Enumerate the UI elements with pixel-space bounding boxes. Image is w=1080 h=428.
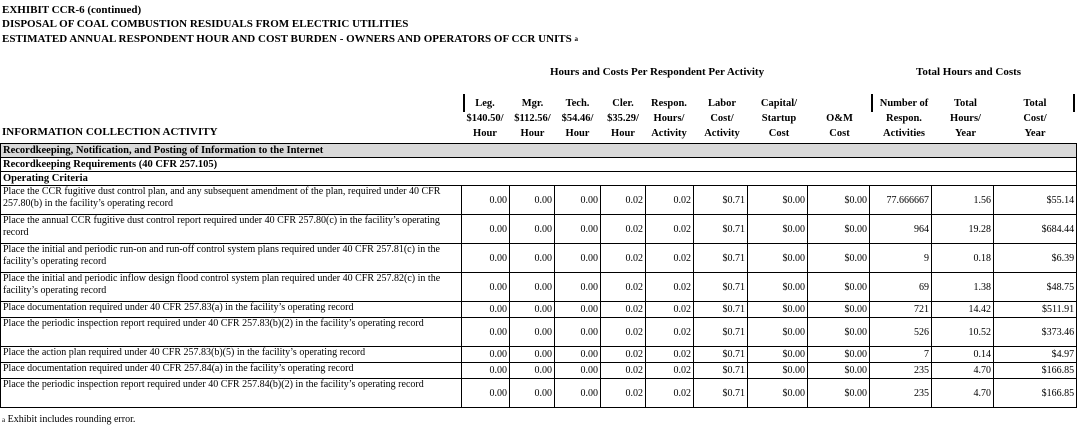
col-head-line: Year <box>1024 128 1046 139</box>
leg-cell: 0.00 <box>462 302 510 318</box>
activity-cell: Place the initial and periodic run-on and run-off control system plans required under 40 CFR 257.81(c) in the facility’s operating record <box>1 244 462 273</box>
cler-cell: 0.02 <box>601 186 646 215</box>
hours-cell: 0.18 <box>932 244 994 273</box>
col-head-line: Cost <box>768 128 790 139</box>
mgr-cell: 0.00 <box>510 244 555 273</box>
number-cell: 77.666667 <box>870 186 932 215</box>
col-head-total-hours <box>938 96 993 141</box>
col-head-leg <box>465 96 505 141</box>
om-cell: $0.00 <box>808 215 870 244</box>
tech-cell: 0.00 <box>555 273 601 302</box>
tech-cell: 0.00 <box>555 215 601 244</box>
totals-group-heading: Total Hours and Costs <box>916 66 1022 78</box>
mgr-cell: 0.00 <box>510 318 555 347</box>
col-head-line: Activity <box>704 128 740 139</box>
number-cell: 964 <box>870 215 932 244</box>
activity-cell: Place documentation required under 40 CFR 257.83(a) in the facility’s operating record <box>1 302 462 318</box>
labor-cell: $0.71 <box>694 347 748 363</box>
col-head-line: Mgr. <box>521 98 544 109</box>
cost-cell: $166.85 <box>994 363 1077 379</box>
respon-cell: 0.02 <box>646 244 694 273</box>
col-head-line: Total <box>954 98 977 109</box>
leg-cell: 0.00 <box>462 347 510 363</box>
col-head-line: Number of <box>879 98 929 109</box>
hours-cell: 1.56 <box>932 186 994 215</box>
hours-cell: 10.52 <box>932 318 994 347</box>
mgr-cell: 0.00 <box>510 347 555 363</box>
respon-cell: 0.02 <box>646 215 694 244</box>
mgr-cell: 0.00 <box>510 363 555 379</box>
table-row <box>1 186 1077 215</box>
exhibit-title: DISPOSAL OF COAL COMBUSTION RESIDUALS FROM ELECTRIC UTILITIES <box>2 18 409 30</box>
table-row <box>1 379 1077 408</box>
capital-cell: $0.00 <box>748 244 808 273</box>
footnote-mark: a <box>2 416 6 424</box>
mgr-cell: 0.00 <box>510 273 555 302</box>
labor-cell: $0.71 <box>694 318 748 347</box>
mgr-cell: 0.00 <box>510 302 555 318</box>
cost-cell: $55.14 <box>994 186 1077 215</box>
om-cell: $0.00 <box>808 302 870 318</box>
col-head-number <box>873 96 935 141</box>
capital-cell: $0.00 <box>748 379 808 408</box>
footnote <box>2 414 135 426</box>
activity-cell: Place the annual CCR fugitive dust control report required under 40 CFR 257.80(c) in the facility’s operating record <box>1 215 462 244</box>
col-head-mgr <box>510 96 555 141</box>
cost-cell: $373.46 <box>994 318 1077 347</box>
col-head-line: Labor <box>707 98 736 109</box>
col-head-line: $140.50/ <box>466 113 504 124</box>
labor-cell: $0.71 <box>694 363 748 379</box>
cost-cell: $48.75 <box>994 273 1077 302</box>
col-head-line: Activities <box>883 128 925 139</box>
leg-cell: 0.00 <box>462 318 510 347</box>
col-head-line: Leg. <box>475 98 495 109</box>
col-head-line: Hour <box>611 128 635 139</box>
col-head-line: Hour <box>473 128 497 139</box>
col-head-line: Hours/ <box>950 113 981 124</box>
col-head-om <box>812 111 867 141</box>
col-head-respon <box>647 96 691 141</box>
col-head-tech <box>555 96 600 141</box>
cler-cell: 0.02 <box>601 244 646 273</box>
tech-cell: 0.00 <box>555 244 601 273</box>
table-row <box>1 215 1077 244</box>
labor-cell: $0.71 <box>694 215 748 244</box>
labor-cell: $0.71 <box>694 186 748 215</box>
mgr-cell: 0.00 <box>510 379 555 408</box>
respon-cell: 0.02 <box>646 347 694 363</box>
cler-cell: 0.02 <box>601 379 646 408</box>
col-head-line: $112.56/ <box>514 113 551 124</box>
leg-cell: 0.00 <box>462 186 510 215</box>
exhibit-subtitle <box>2 32 578 46</box>
hours-cell: 1.38 <box>932 273 994 302</box>
om-cell: $0.00 <box>808 244 870 273</box>
tech-cell: 0.00 <box>555 379 601 408</box>
activity-cell: Place the action plan required under 40 CFR 257.83(b)(5) in the facility’s operating record <box>1 347 462 363</box>
number-cell: 69 <box>870 273 932 302</box>
subtitle-footnote-mark: a <box>574 35 578 43</box>
footnote-text: Exhibit includes rounding error. <box>7 414 136 425</box>
cler-cell: 0.02 <box>601 318 646 347</box>
cost-cell: $166.85 <box>994 379 1077 408</box>
hours-cell: 19.28 <box>932 215 994 244</box>
number-cell: 7 <box>870 347 932 363</box>
labor-cell: $0.71 <box>694 244 748 273</box>
col-head-line: Cost/ <box>1023 113 1047 124</box>
hours-cell: 14.42 <box>932 302 994 318</box>
cler-cell: 0.02 <box>601 302 646 318</box>
tech-cell: 0.00 <box>555 318 601 347</box>
mgr-cell: 0.00 <box>510 215 555 244</box>
respon-cell: 0.02 <box>646 363 694 379</box>
number-cell: 235 <box>870 379 932 408</box>
section-heading: Recordkeeping, Notification, and Posting of Information to the Internet <box>1 144 1077 158</box>
col-head-labor <box>697 96 747 141</box>
col-head-line: Capital/ <box>760 98 798 109</box>
table-row <box>1 363 1077 379</box>
respon-cell: 0.02 <box>646 186 694 215</box>
table-row <box>1 318 1077 347</box>
number-cell: 721 <box>870 302 932 318</box>
om-cell: $0.00 <box>808 379 870 408</box>
hours-cell: 4.70 <box>932 363 994 379</box>
col-head-line: Cler. <box>612 98 634 109</box>
per-activity-group-heading: Hours and Costs Per Respondent Per Activity <box>550 66 765 78</box>
category-heading: Operating Criteria <box>1 172 1077 186</box>
col-head-line: Cost <box>829 128 850 139</box>
subsection-heading: Recordkeeping Requirements (40 CFR 257.105) <box>1 158 1077 172</box>
respon-cell: 0.02 <box>646 273 694 302</box>
capital-cell: $0.00 <box>748 215 808 244</box>
cler-cell: 0.02 <box>601 215 646 244</box>
activity-cell: Place the initial and periodic inflow design flood control system plan required under 40 CFR 257.82(c) in the facility’s operating record <box>1 273 462 302</box>
tech-cell: 0.00 <box>555 347 601 363</box>
cler-cell: 0.02 <box>601 363 646 379</box>
capital-cell: $0.00 <box>748 273 808 302</box>
labor-cell: $0.71 <box>694 302 748 318</box>
capital-cell: $0.00 <box>748 347 808 363</box>
col-head-line: Hour <box>565 128 590 139</box>
cler-cell: 0.02 <box>601 347 646 363</box>
leg-cell: 0.00 <box>462 379 510 408</box>
hours-cell: 4.70 <box>932 379 994 408</box>
capital-cell: $0.00 <box>748 302 808 318</box>
col-head-line: O&M <box>826 113 853 124</box>
col-head-line: Year <box>955 128 976 139</box>
col-head-line: Cost/ <box>710 113 734 124</box>
respon-cell: 0.02 <box>646 318 694 347</box>
col-head-line: Respon. <box>651 98 687 109</box>
col-head-line: Total <box>1023 98 1047 109</box>
number-cell: 235 <box>870 363 932 379</box>
labor-cell: $0.71 <box>694 273 748 302</box>
burden-table <box>0 143 1077 408</box>
col-head-cler <box>601 96 645 141</box>
exhibit-label: EXHIBIT CCR-6 (continued) <box>2 4 142 16</box>
table-row <box>1 273 1077 302</box>
capital-cell: $0.00 <box>748 363 808 379</box>
col-head-line: Hour <box>520 128 545 139</box>
leg-cell: 0.00 <box>462 244 510 273</box>
cost-cell: $4.97 <box>994 347 1077 363</box>
cost-cell: $6.39 <box>994 244 1077 273</box>
om-cell: $0.00 <box>808 363 870 379</box>
activity-column-heading: INFORMATION COLLECTION ACTIVITY <box>2 126 218 138</box>
col-head-line: Hours/ <box>653 113 685 124</box>
activity-cell: Place the periodic inspection report required under 40 CFR 257.84(b)(2) in the facility’s operating record <box>1 379 462 408</box>
cler-cell: 0.02 <box>601 273 646 302</box>
header-bracket-right <box>1073 94 1075 112</box>
table-row <box>1 302 1077 318</box>
table-row <box>1 244 1077 273</box>
cost-cell: $684.44 <box>994 215 1077 244</box>
table-row <box>1 347 1077 363</box>
activity-cell: Place documentation required under 40 CFR 257.84(a) in the facility’s operating record <box>1 363 462 379</box>
labor-cell: $0.71 <box>694 379 748 408</box>
om-cell: $0.00 <box>808 186 870 215</box>
col-head-total-cost <box>1005 96 1065 141</box>
number-cell: 526 <box>870 318 932 347</box>
hours-cell: 0.14 <box>932 347 994 363</box>
tech-cell: 0.00 <box>555 363 601 379</box>
tech-cell: 0.00 <box>555 302 601 318</box>
cost-cell: $511.91 <box>994 302 1077 318</box>
om-cell: $0.00 <box>808 273 870 302</box>
leg-cell: 0.00 <box>462 273 510 302</box>
om-cell: $0.00 <box>808 318 870 347</box>
col-head-line: Tech. <box>565 98 590 109</box>
capital-cell: $0.00 <box>748 318 808 347</box>
respon-cell: 0.02 <box>646 302 694 318</box>
number-cell: 9 <box>870 244 932 273</box>
leg-cell: 0.00 <box>462 215 510 244</box>
mgr-cell: 0.00 <box>510 186 555 215</box>
om-cell: $0.00 <box>808 347 870 363</box>
col-head-line: Startup <box>761 113 797 124</box>
col-head-line: $35.29/ <box>607 113 639 124</box>
respon-cell: 0.02 <box>646 379 694 408</box>
activity-cell: Place the periodic inspection report required under 40 CFR 257.83(b)(2) in the facility’s operating record <box>1 318 462 347</box>
col-head-capital <box>752 96 806 141</box>
tech-cell: 0.00 <box>555 186 601 215</box>
capital-cell: $0.00 <box>748 186 808 215</box>
col-head-line: Activity <box>651 128 687 139</box>
activity-cell: Place the CCR fugitive dust control plan, and any subsequent amendment of the plan, required under 40 CFR 257.80(b) in the facility’s operating record <box>1 186 462 215</box>
col-head-line: Respon. <box>886 113 922 124</box>
leg-cell: 0.00 <box>462 363 510 379</box>
col-head-line: $54.46/ <box>561 113 594 124</box>
subtitle-text: ESTIMATED ANNUAL RESPONDENT HOUR AND COST BURDEN - OWNERS AND OPERATORS OF CCR UNITS <box>2 33 572 45</box>
